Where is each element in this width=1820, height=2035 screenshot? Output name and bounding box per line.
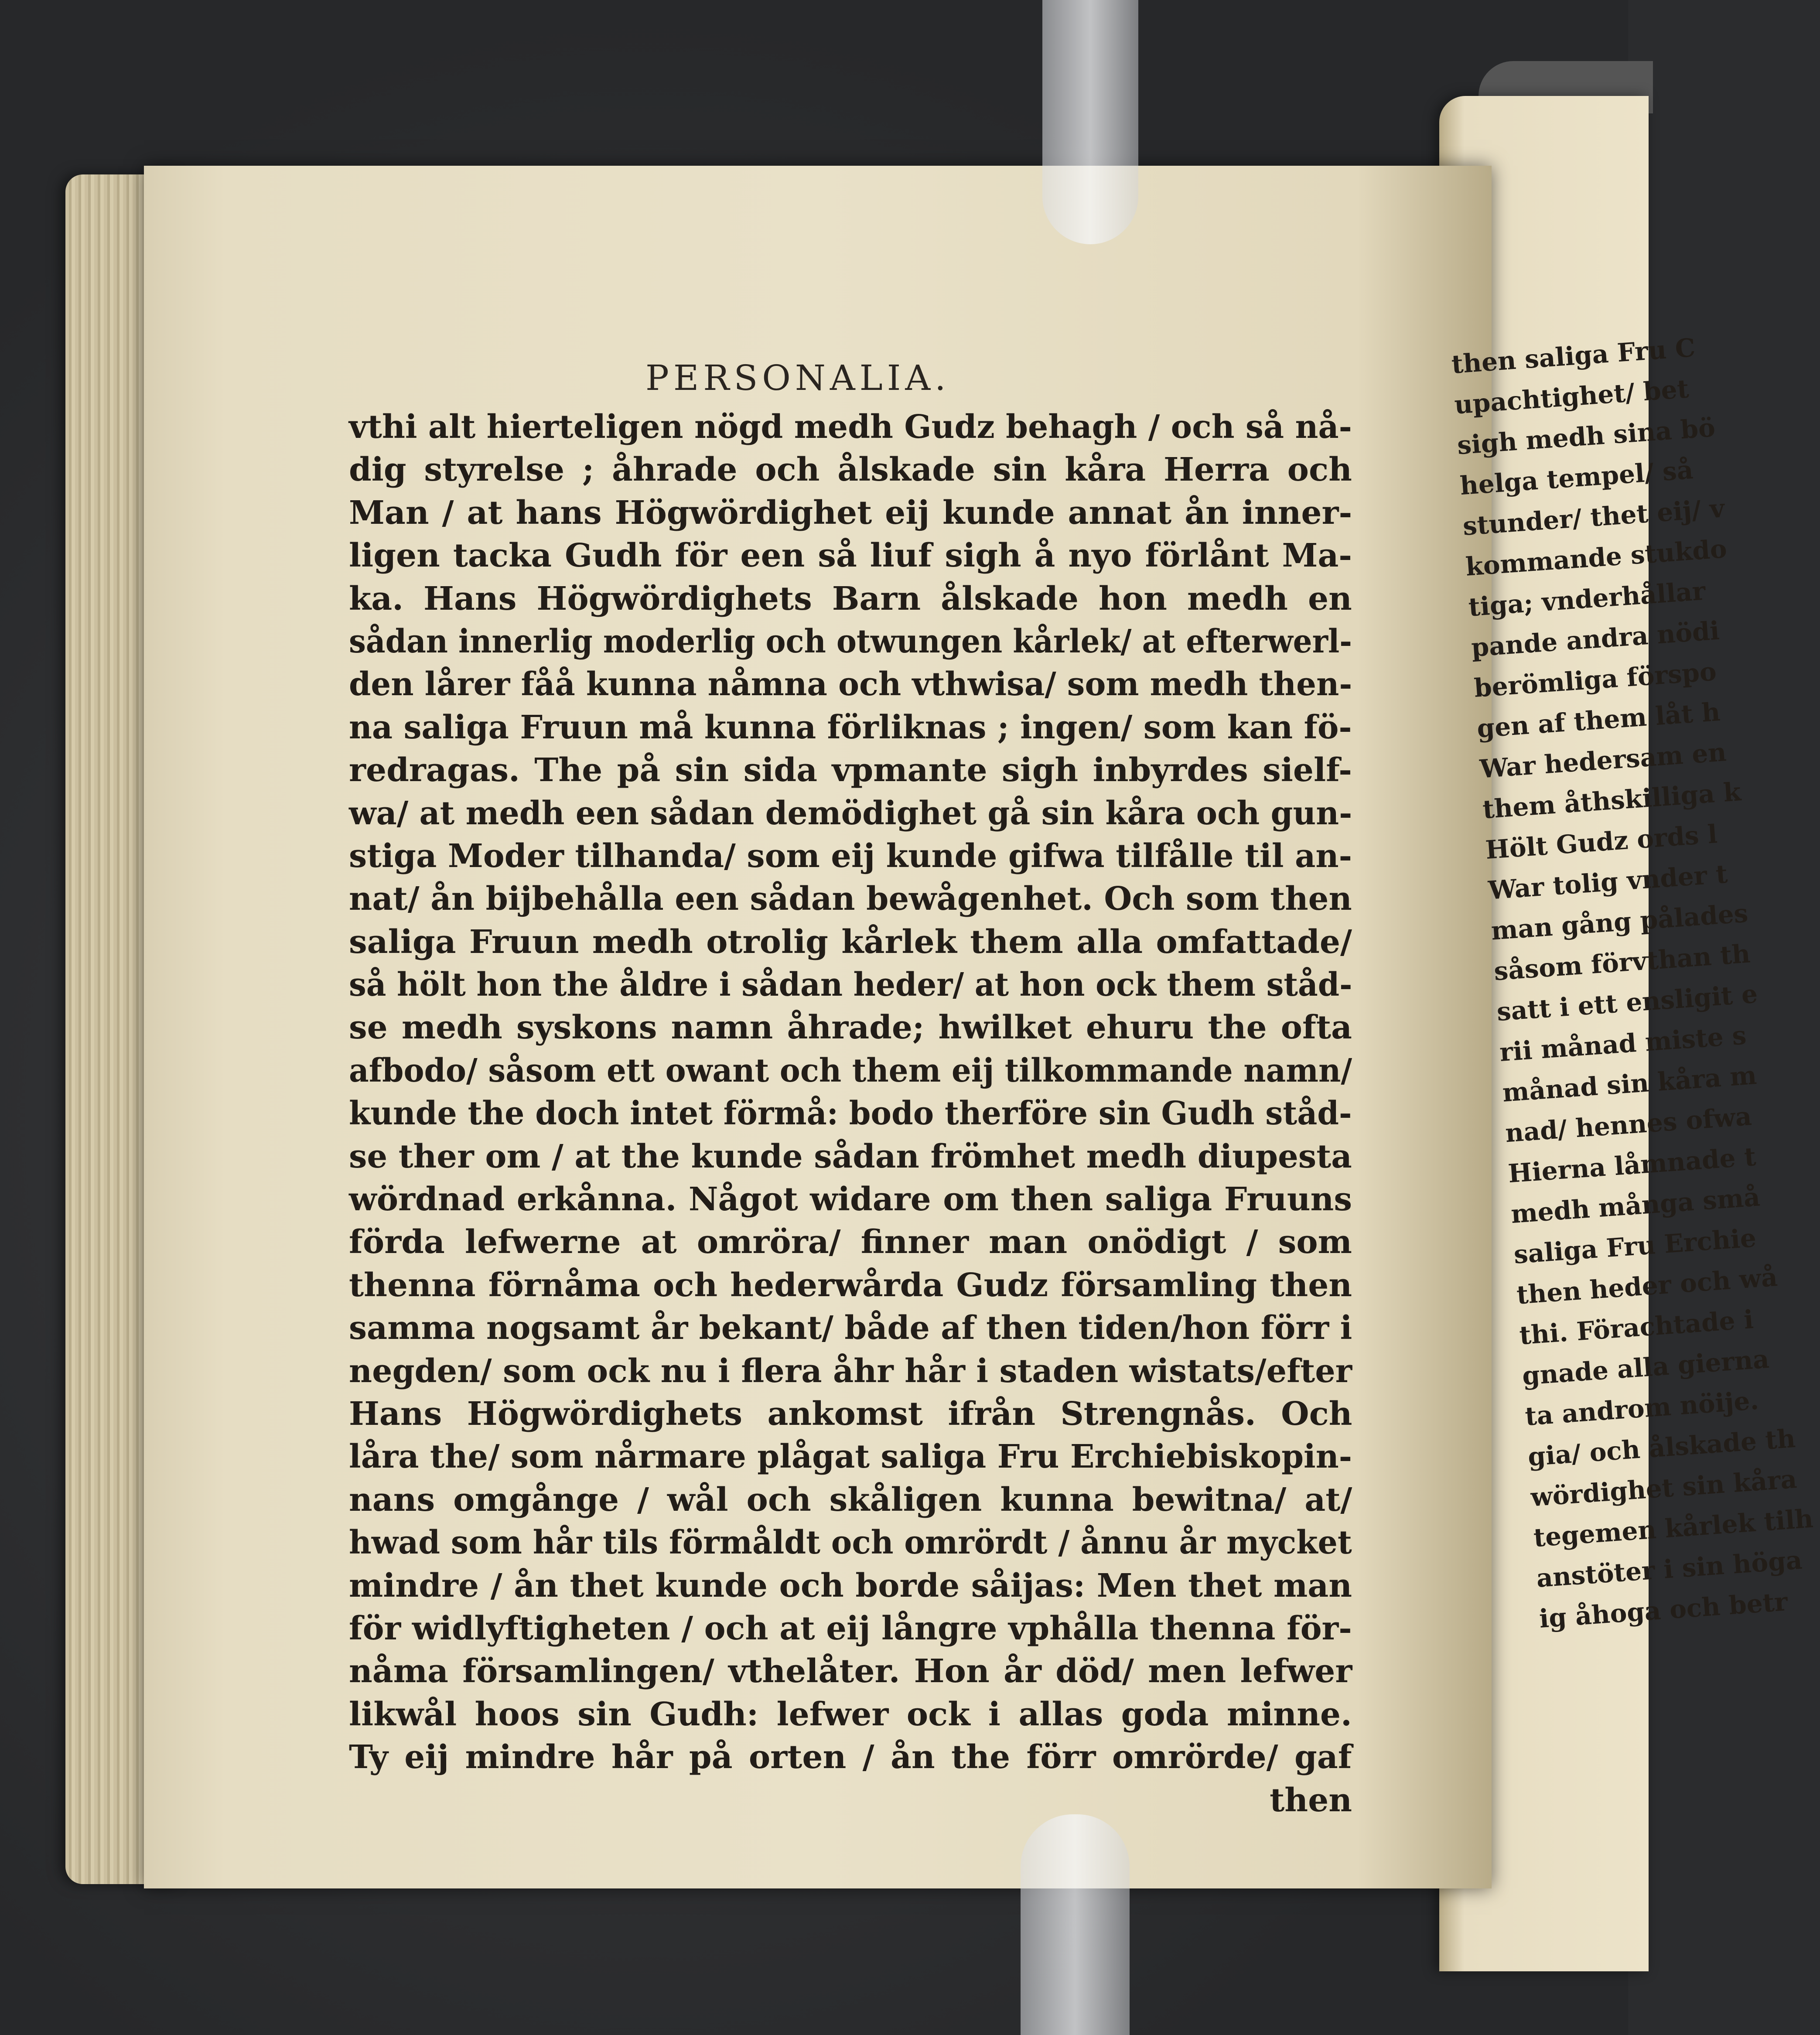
catchword: then bbox=[1270, 1781, 1352, 1819]
margin-line: then heder och wå bbox=[1516, 1262, 1779, 1310]
margin-line: War tolig vnder t bbox=[1487, 859, 1729, 905]
text-line: ligen tacka Gudh för een så liuf sigh å nyo förlånt Ma- bbox=[349, 537, 1352, 575]
text-line: låra the/ som nårmare plågat saliga Fru Erchiebiskopin- bbox=[349, 1438, 1352, 1476]
margin-line: saliga Fru Erchie bbox=[1513, 1223, 1757, 1270]
margin-line: tiga; vnderhållar bbox=[1467, 576, 1707, 622]
margin-line: then saliga Fru C bbox=[1450, 332, 1697, 379]
text-line: samma nogsamt år bekant/ både af then tiden/hon förr i bbox=[349, 1309, 1352, 1347]
text-line: förda lefwerne at omröra/ finner man onödigt / som bbox=[349, 1223, 1352, 1261]
text-line: nans omgånge / wål och skåligen kunna bewitna/ at/ bbox=[349, 1481, 1352, 1519]
text-line: saliga Fruun medh otrolig kårlek them alla omfattade/ bbox=[349, 923, 1352, 961]
text-line: för widlyftigheten / och at eij långre vphålla thenna för- bbox=[349, 1609, 1352, 1647]
margin-line: månad sin kåra m bbox=[1501, 1060, 1758, 1108]
margin-line: gen af them låt h bbox=[1476, 697, 1721, 744]
text-line: likwål hoos sin Gudh: lefwer ock i allas goda minne. bbox=[349, 1695, 1352, 1733]
text-line: wördnad erkånna. Något widare om then saliga Fruuns bbox=[349, 1181, 1352, 1219]
book-clamp-bottom bbox=[1021, 1814, 1130, 2035]
margin-line: War hedersam en bbox=[1479, 737, 1728, 784]
margin-line: anstöter i sin höga bbox=[1535, 1545, 1803, 1594]
text-line: redragas. The på sin sida vpmante sigh inbyrdes sielf- bbox=[349, 751, 1352, 789]
margin-line: berömliga förspo bbox=[1473, 656, 1718, 703]
margin-line: Hierna låmnade t bbox=[1507, 1141, 1757, 1189]
margin-line: såsom förvthan th bbox=[1493, 939, 1752, 987]
text-line: sådan innerlig moderlig och otwungen kårlek/ at efterwerl- bbox=[349, 622, 1352, 660]
text-line: Man / at hans Högwördighet eij kunde annat ån inner- bbox=[349, 494, 1352, 532]
text-line: thenna förnåma och hederwårda Gudz församling then bbox=[349, 1266, 1352, 1304]
text-line: ka. Hans Högwördighets Barn ålskade hon medh en bbox=[349, 580, 1352, 618]
text-line: wa/ at medh een sådan demödighet gå sin kåra och gun- bbox=[349, 794, 1352, 832]
text-line: dig styrelse ; åhrade och ålskade sin kåra Herra och bbox=[349, 451, 1352, 489]
margin-line: them åthskilliga k bbox=[1482, 777, 1742, 825]
text-line: se medh syskons namn åhrade; hwilket ehuru the ofta bbox=[349, 1009, 1352, 1047]
margin-line: satt i ett ensligit e bbox=[1496, 979, 1759, 1027]
margin-line: gia/ och ålskade th bbox=[1526, 1423, 1796, 1472]
text-line: hwad som hår tils förmåldt och omrördt / ånnu år mycket bbox=[349, 1524, 1352, 1562]
margin-line: stunder/ thet eij/ v bbox=[1461, 493, 1726, 541]
margin-line: medh många små bbox=[1510, 1182, 1761, 1229]
page-header: PERSONALIA. bbox=[645, 358, 950, 398]
text-line: Hans Högwördighets ankomst ifrån Strengnås. Och bbox=[349, 1395, 1352, 1433]
margin-line: ta androm nöije. bbox=[1524, 1385, 1760, 1431]
body-text bbox=[349, 406, 1352, 1822]
margin-line: kommande stukdo bbox=[1465, 533, 1728, 582]
margin-line: ig åhoga och betr bbox=[1538, 1587, 1789, 1634]
text-line: kunde the doch intet förmå: bodo therföre sin Gudh ståd- bbox=[349, 1095, 1352, 1133]
text-line: afbodo/ såsom ett owant och them eij tilkommande namn/ bbox=[349, 1052, 1352, 1089]
margin-line: upachtighet/ bet bbox=[1453, 374, 1690, 420]
text-line: den lårer fåå kunna nåmna och vthwisa/ som medh then- bbox=[349, 666, 1352, 703]
margin-line: Hölt Gudz ords l bbox=[1484, 819, 1718, 865]
margin-line: gnade alla gierna bbox=[1521, 1344, 1770, 1391]
text-line: så hölt hon the åldre i sådan heder/ at hon ock them ståd- bbox=[349, 966, 1352, 1004]
margin-line: helga tempel/ så bbox=[1459, 454, 1694, 501]
book-clamp-top bbox=[1042, 0, 1138, 244]
text-line: nåma församlingen/ vthelåter. Hon år död/ men lefwer bbox=[349, 1653, 1352, 1690]
margin-line: tegemen kårlek tilh bbox=[1532, 1503, 1814, 1553]
text-line: nat/ ån bijbehålla een sådan bewågenhet. Och som then bbox=[349, 880, 1352, 918]
text-line: vthi alt hierteligen nögd medh Gudz behagh / och så nå- bbox=[349, 408, 1352, 446]
margin-line: wördighet sin kåra bbox=[1530, 1464, 1798, 1513]
text-line: negden/ som ock nu i flera åhr hår i staden wistats/efter bbox=[349, 1352, 1352, 1390]
margin-line: rii månad miste s bbox=[1499, 1020, 1748, 1067]
text-line: mindre / ån thet kunde och borde såijas: Men thet man bbox=[349, 1567, 1352, 1605]
margin-line: man gång pålades bbox=[1490, 898, 1749, 946]
text-line: se ther om / at the kunde sådan frömhet medh diupesta bbox=[349, 1137, 1352, 1175]
text-line: stiga Moder tilhanda/ som eij kunde gifwa tilfålle til an- bbox=[349, 837, 1352, 875]
margin-line: pande andra nödi bbox=[1470, 615, 1721, 663]
margin-line: sigh medh sina bö bbox=[1456, 413, 1716, 461]
text-line: Ty eij mindre hår på orten / ån the förr omrörde/ gaf bbox=[349, 1738, 1352, 1776]
margin-line: nad/ hennes ofwa bbox=[1504, 1101, 1753, 1148]
text-line: na saliga Fruun må kunna förliknas ; ingen/ som kan fö- bbox=[349, 708, 1352, 746]
margin-line: thi. Förachtade i bbox=[1518, 1304, 1755, 1351]
